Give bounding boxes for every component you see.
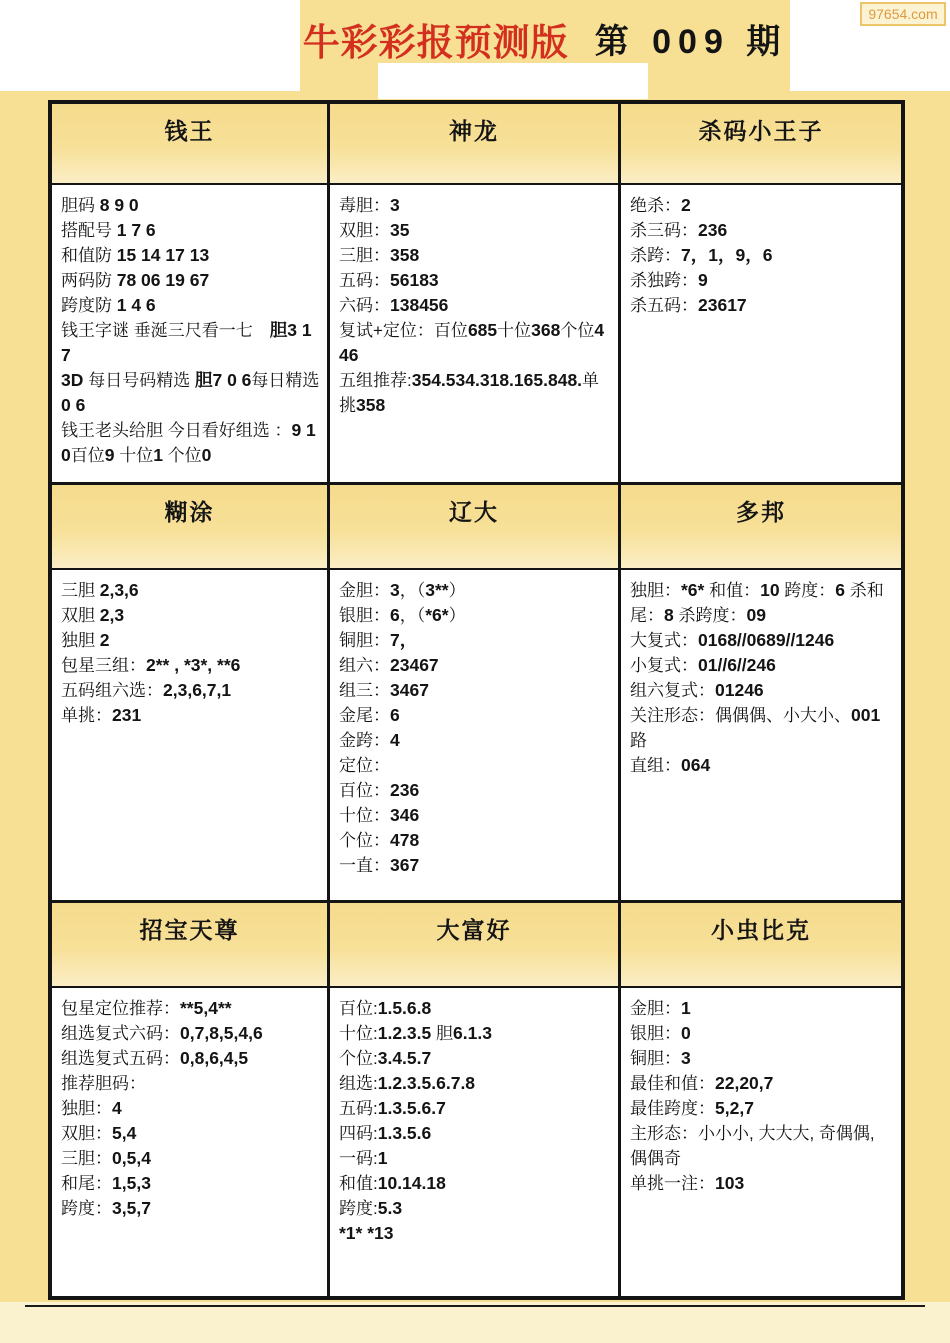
prediction-line: 最佳和值：22,20,7 [630, 1073, 774, 1093]
section-header-hutu [52, 485, 330, 570]
section-content-xiaochongbike [621, 988, 901, 1296]
watermark-text: 97654.com [868, 6, 938, 22]
prediction-line: 双胆 2,3 [61, 605, 125, 625]
prediction-line: 铜胆：7， [339, 630, 418, 650]
prediction-line: 金胆：3，（3**） [339, 580, 466, 600]
prediction-line: 一直：367 [339, 855, 420, 875]
prediction-line: 杀独跨：9 [630, 270, 708, 290]
prediction-line: 杀三码：236 [630, 220, 728, 240]
prediction-line: 和尾：1,5,3 [61, 1173, 151, 1193]
sheet-title: 牛彩彩报预测版 [302, 21, 569, 63]
prediction-line: 包星三组：2** , *3*, **6 [61, 655, 241, 675]
section-header-dafuhao [330, 903, 621, 988]
prediction-line: 杀五码：23617 [630, 295, 747, 315]
section-header-qianwang [52, 104, 330, 185]
prediction-line: 钱王老头给胆 今日看好组选 ：9 1 0百位9 十位1 个位0 [61, 420, 316, 465]
prediction-line: 和值防 15 14 17 13 [61, 245, 210, 265]
section-content-hutu [52, 570, 330, 903]
prediction-line: 个位：478 [339, 830, 420, 850]
prediction-line: 独胆 2 [61, 630, 110, 650]
prediction-line: 银胆：0 [630, 1023, 691, 1043]
prediction-line: 单挑：231 [61, 705, 142, 725]
section-content-qianwang [52, 185, 330, 485]
prediction-line: 毒胆：3 [339, 195, 400, 215]
section-content-duobang [621, 570, 901, 903]
section-title: 辽大 [449, 499, 499, 525]
section-content-liaoda [330, 570, 621, 903]
prediction-line: 百位：236 [339, 780, 420, 800]
section-title: 神龙 [449, 118, 499, 144]
section-header-duobang [621, 485, 901, 570]
section-content-dafuhao [330, 988, 621, 1296]
prediction-line: 跨度防 1 4 6 [61, 295, 156, 315]
section-header-xiaochongbike [621, 903, 901, 988]
section-content-shenlong [330, 185, 621, 485]
prediction-line: 五组推荐:354.534.318.165.848.单挑358 [339, 370, 600, 415]
section-header-shenlong [330, 104, 621, 185]
section-header-zhaobaotianzun [52, 903, 330, 988]
prediction-line: 两码防 78 06 19 67 [61, 270, 210, 290]
prediction-line: 双胆：35 [339, 220, 410, 240]
under-table-rule [25, 1305, 925, 1307]
prediction-line: 搭配号 1 7 6 [61, 220, 156, 240]
prediction-line: 三胆 2,3,6 [61, 580, 139, 600]
prediction-line: 金尾：6 [339, 705, 400, 725]
prediction-line: 个位:3.4.5.7 [339, 1048, 432, 1068]
prediction-line: 组选复式六码：0,7,8,5,4,6 [61, 1023, 263, 1043]
prediction-line: 绝杀：2 [630, 195, 691, 215]
prediction-line: 五码：56183 [339, 270, 439, 290]
prediction-line: 单挑一注：103 [630, 1173, 745, 1193]
section-content-shamaxiaowangzi [621, 185, 901, 485]
prediction-line: 组三：3467 [339, 680, 429, 700]
prediction-line: 三胆：358 [339, 245, 420, 265]
prediction-line: 四码:1.3.5.6 [339, 1123, 432, 1143]
prediction-line: 3D 每日号码精选 胆7 0 6每日精选 0 6 [61, 370, 320, 415]
prediction-line: 独胆：*6* 和值：10 跨度：6 杀和尾：8 杀跨度：09 [630, 580, 884, 625]
bottom-strip [0, 1302, 950, 1343]
prediction-line: 金胆：1 [630, 998, 691, 1018]
section-title: 招宝天尊 [139, 917, 240, 943]
redacted-patch [378, 63, 648, 99]
prediction-line: 五码组六选：2,3,6,7,1 [61, 680, 232, 700]
prediction-line: 三胆：0,5,4 [61, 1148, 151, 1168]
prediction-line: 银胆：6，（*6*） [339, 605, 466, 625]
prediction-line: 六码：138456 [339, 295, 449, 315]
prediction-line: 最佳跨度：5,2,7 [630, 1098, 754, 1118]
prediction-line: 跨度:5.3 [339, 1198, 403, 1218]
section-content-zhaobaotianzun [52, 988, 330, 1296]
prediction-line: 百位:1.5.6.8 [339, 998, 432, 1018]
section-title: 多邦 [736, 499, 786, 525]
prediction-line: 小复式：01//6//246 [630, 655, 776, 675]
prediction-line: 组六复式：01246 [630, 680, 764, 700]
prediction-line: 独胆：4 [61, 1098, 122, 1118]
prediction-line: 双胆：5,4 [61, 1123, 137, 1143]
prediction-line: 五码:1.3.5.6.7 [339, 1098, 446, 1118]
prediction-line: 十位:1.2.3.5 胆6.1.3 [339, 1023, 492, 1043]
prediction-line: 定位： [339, 756, 390, 775]
prediction-line: 包星定位推荐：**5,4** [61, 998, 232, 1018]
prediction-line: *1* *13 [339, 1223, 394, 1243]
prediction-line: 铜胆：3 [630, 1048, 691, 1068]
prediction-line: 跨度：3,5,7 [61, 1198, 151, 1218]
prediction-line: 推荐胆码： [61, 1074, 146, 1093]
prediction-line: 金跨：4 [339, 730, 400, 750]
prediction-line: 杀跨：7，1，9，6 [630, 245, 773, 265]
prediction-line: 大复式：0168//0689//1246 [630, 630, 835, 650]
section-header-shamaxiaowangzi [621, 104, 901, 185]
prediction-line: 钱王字谜 垂涎三尺看一七 胆3 1 7 [61, 320, 312, 365]
prediction-line: 关注形态：偶偶偶、小大小、001路 [630, 705, 881, 750]
prediction-line: 主形态：小小小, 大大大, 奇偶偶, 偶偶奇 [630, 1124, 875, 1168]
section-header-liaoda [330, 485, 621, 570]
section-title: 糊涂 [164, 499, 215, 525]
prediction-table [48, 100, 905, 1300]
section-title: 小虫比克 [711, 917, 811, 943]
prediction-line: 一码:1 [339, 1148, 388, 1168]
issue-number: 第 009 期 [594, 23, 788, 61]
prediction-line: 组六：23467 [339, 655, 439, 675]
prediction-line: 组选:1.2.3.5.6.7.8 [339, 1073, 476, 1093]
prediction-line: 复试+定位：百位685十位368个位446 [339, 320, 605, 365]
section-title: 钱王 [164, 118, 215, 144]
prediction-line: 十位：346 [339, 805, 420, 825]
section-title: 杀码小王子 [698, 118, 824, 144]
prediction-line: 直组：064 [630, 755, 711, 775]
section-title: 大富好 [436, 917, 512, 943]
watermark-badge [860, 2, 946, 26]
prediction-line: 组选复式五码：0,8,6,4,5 [61, 1048, 249, 1068]
prediction-line: 和值:10.14.18 [339, 1173, 446, 1193]
prediction-line: 胆码 8 9 0 [61, 195, 139, 215]
